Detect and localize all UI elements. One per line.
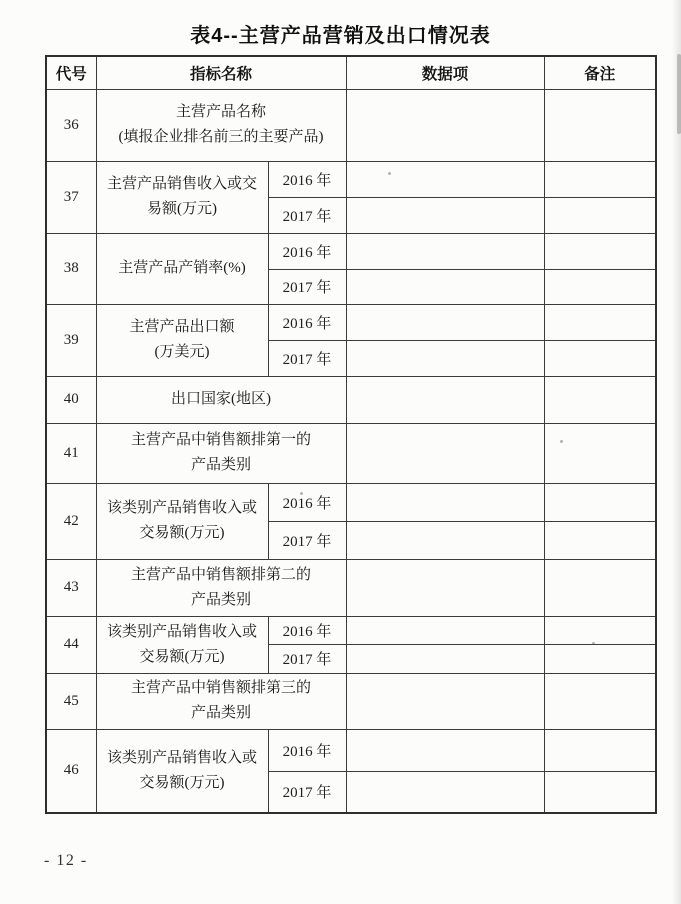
indicator-name-cell (96, 729, 268, 813)
data-item-cell (346, 771, 544, 813)
row-code: 45 (46, 673, 96, 729)
data-item-cell (346, 304, 544, 340)
remark-cell (544, 483, 656, 521)
remark-cell (544, 89, 656, 161)
indicator-name-cell (96, 161, 268, 233)
row-code: 43 (46, 559, 96, 616)
remark-cell (544, 521, 656, 559)
scan-speck (300, 492, 303, 495)
indicator-line: 主营产品产销率(%) (118, 260, 246, 276)
data-item-cell (346, 616, 544, 644)
data-item-cell (346, 423, 544, 483)
remark-cell (544, 161, 656, 197)
indicator-line: 主营产品中销售额排第二的 (131, 566, 312, 583)
indicator-name-cell (96, 89, 346, 161)
data-item-cell (346, 644, 544, 673)
year-label: 2016 年 (268, 483, 346, 521)
indicator-line: 产品类别 (191, 705, 252, 721)
table-row (46, 616, 656, 644)
year-label: 2017 年 (268, 269, 346, 304)
indicator-name-cell (96, 616, 268, 673)
indicator-line: 主营产品出口额 (129, 319, 235, 335)
column-header-remark: 备注 (544, 56, 656, 89)
year-label: 2016 年 (268, 729, 346, 771)
indicator-line: 易额(万元) (147, 201, 217, 217)
indicator-line: 主营产品名称 (176, 104, 267, 120)
data-item-cell (346, 521, 544, 559)
data-item-cell (346, 89, 544, 161)
table-row (46, 729, 656, 771)
remark-cell (544, 304, 656, 340)
indicator-name-cell (96, 673, 346, 729)
remark-cell (544, 644, 656, 673)
indicator-line: 交易额(万元) (139, 525, 225, 541)
data-item-cell (346, 340, 544, 376)
year-label: 2016 年 (268, 233, 346, 269)
table-row (46, 304, 656, 340)
table-row (46, 376, 656, 423)
scan-speck (560, 440, 563, 443)
remark-cell (544, 673, 656, 729)
scan-edge-shadow (672, 0, 681, 904)
row-code: 38 (46, 233, 96, 304)
data-item-cell (346, 269, 544, 304)
remark-cell (544, 340, 656, 376)
remark-cell (544, 269, 656, 304)
indicator-name-cell (96, 423, 346, 483)
table-row (46, 559, 656, 616)
table-row (46, 423, 656, 483)
data-item-cell (346, 197, 544, 233)
row-code: 39 (46, 304, 96, 376)
column-header-indicator: 指标名称 (96, 56, 346, 89)
remark-cell (544, 233, 656, 269)
row-code: 37 (46, 161, 96, 233)
indicator-line: 出口国家(地区) (171, 391, 271, 407)
scan-edge-mark (677, 54, 681, 134)
row-code: 42 (46, 483, 96, 559)
indicator-line: (万美元) (154, 344, 210, 360)
indicator-line: 主营产品中销售额排第一的 (131, 432, 312, 448)
table-row (46, 89, 656, 161)
row-code: 40 (46, 376, 96, 423)
remark-cell (544, 197, 656, 233)
data-item-cell (346, 673, 544, 729)
indicator-line: 该类别产品销售收入或 (106, 500, 257, 516)
indicator-name-cell (96, 559, 346, 616)
data-item-cell (346, 729, 544, 771)
indicator-line: 该类别产品销售收入或 (106, 749, 257, 766)
table-row (46, 161, 656, 197)
indicator-name-cell (96, 233, 268, 304)
remark-cell (544, 376, 656, 423)
page-title: 表4--主营产品营销及出口情况表 (190, 25, 491, 47)
data-item-cell (346, 233, 544, 269)
remark-cell (544, 729, 656, 771)
column-header-data-item: 数据项 (346, 56, 544, 89)
year-label: 2016 年 (268, 161, 346, 197)
table-row (46, 233, 656, 269)
indicator-line: (填报企业排名前三的主要产品) (118, 129, 324, 145)
indicator-name-cell (96, 483, 268, 559)
indicator-name-cell (96, 376, 346, 423)
year-label: 2017 年 (268, 644, 346, 673)
table-header-row (46, 56, 656, 89)
data-item-cell (346, 559, 544, 616)
remark-cell (544, 423, 656, 483)
scan-speck (592, 642, 595, 645)
data-item-cell (346, 376, 544, 423)
year-label: 2017 年 (268, 197, 346, 233)
row-code: 41 (46, 423, 96, 483)
indicator-line: 主营产品销售收入或交 (106, 176, 257, 192)
indicator-line: 交易额(万元) (139, 648, 225, 665)
page-number: - 12 - (44, 852, 88, 869)
remark-cell (544, 559, 656, 616)
row-code: 46 (46, 729, 96, 813)
marketing-export-table (45, 55, 657, 814)
indicator-line: 主营产品中销售额排第三的 (131, 680, 312, 696)
row-code: 36 (46, 89, 96, 161)
indicator-line: 该类别产品销售收入或 (106, 623, 257, 640)
indicator-line: 交易额(万元) (139, 774, 225, 791)
year-label: 2017 年 (268, 521, 346, 559)
data-item-cell (346, 161, 544, 197)
remark-cell (544, 616, 656, 644)
table-row (46, 673, 656, 729)
table-row (46, 483, 656, 521)
data-item-cell (346, 483, 544, 521)
scan-speck (388, 172, 391, 175)
row-code: 44 (46, 616, 96, 673)
remark-cell (544, 771, 656, 813)
indicator-name-cell (96, 304, 268, 376)
year-label: 2017 年 (268, 771, 346, 813)
indicator-line: 产品类别 (191, 591, 252, 608)
indicator-line: 产品类别 (191, 457, 252, 473)
year-label: 2017 年 (268, 340, 346, 376)
column-header-code: 代号 (46, 56, 96, 89)
year-label: 2016 年 (268, 304, 346, 340)
year-label: 2016 年 (268, 616, 346, 644)
